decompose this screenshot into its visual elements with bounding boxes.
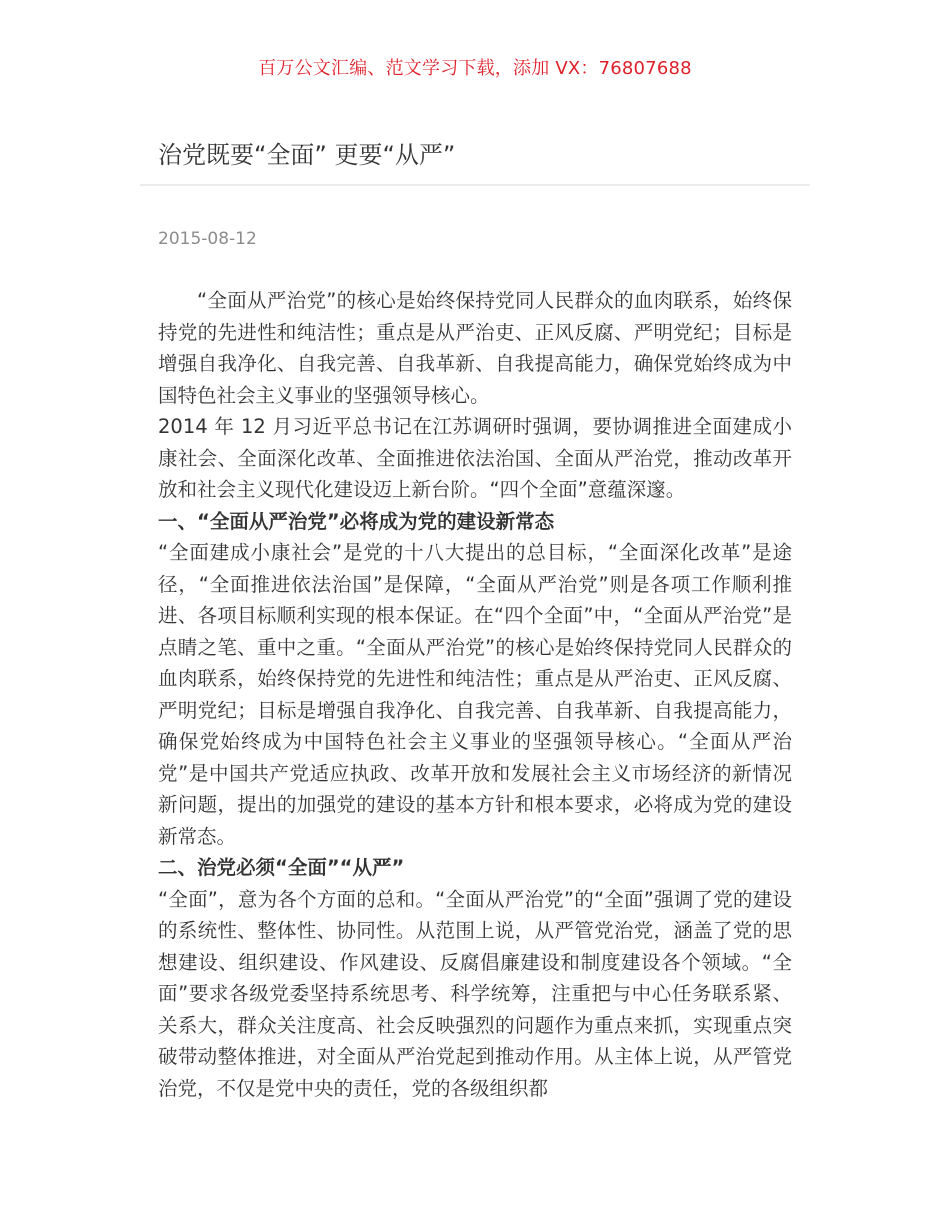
article-body xyxy=(158,285,792,1104)
article-title: 治党既要“全面” 更要“从严” xyxy=(158,141,456,169)
paragraph-section-1: “全面建成小康社会”是党的十八大提出的总目标，“全面深化改革”是途径，“全面推进依法治国”是保障，“全面从严治党”则是各项工作顺利推进、各项目标顺利实现的根本保证。在“四个全面”中，“全面从严治党”是点睛之笔、重中之重。“全面从严治党”的核心是始终保持党同人民群众的血肉联系，始终保持党的先进性和纯洁性；重点是从严治吏、正风反腐、严明党纪；目标是增强自我净化、自我完善、自我革新、自我提高能力，确保党始终成为中国特色社会主义事业的坚强领导核心。“全面从严治党”是中国共产党适应执政、改革开放和发展社会主义市场经济的新情况新问题，提出的加强党的建设的基本方针和根本要求，必将成为党的建设新常态。 xyxy=(158,541,792,848)
section-heading-1: 一、“全面从严治党”必将成为党的建设新常态 xyxy=(158,509,555,533)
title-divider xyxy=(140,184,810,186)
promo-banner: 百万公文汇编、范文学习下载，添加 VX：76807688 xyxy=(258,58,692,79)
article-date: 2015-08-12 xyxy=(158,229,257,249)
paragraph-background: 2014 年 12 月习近平总书记在江苏调研时强调，要协调推进全面建成小康社会、全面深化改革、全面推进依法治国、全面从严治党，推动改革开放和社会主义现代化建设迈上新台阶。“四个全面”意蕴深邃。 xyxy=(158,415,792,501)
section-heading-2: 二、治党必须“全面”“从严” xyxy=(158,856,405,879)
paragraph-intro: “全面从严治党”的核心是始终保持党同人民群众的血肉联系，始终保持党的先进性和纯洁性；重点是从严治吏、正风反腐、严明党纪；目标是增强自我净化、自我完善、自我革新、自我提高能力，确保党始终成为中国特色社会主义事业的坚强领导核心。 xyxy=(158,289,792,407)
paragraph-section-2: “全面”，意为各个方面的总和。“全面从严治党”的“全面”强调了党的建设的系统性、整体性、协同性。从范围上说，从严管党治党，涵盖了党的思想建设、组织建设、作风建设、反腐倡廉建设和制度建设各个领域。“全面”要求各级党委坚持系统思考、科学统筹，注重把与中心任务联系紧、关系大，群众关注度高、社会反映强烈的问题作为重点来抓，实现重点突破带动整体推进，对全面从严治党起到推动作用。从主体上说，从严管党治党，不仅是党中央的责任，党的各级组织都 xyxy=(158,887,792,1100)
